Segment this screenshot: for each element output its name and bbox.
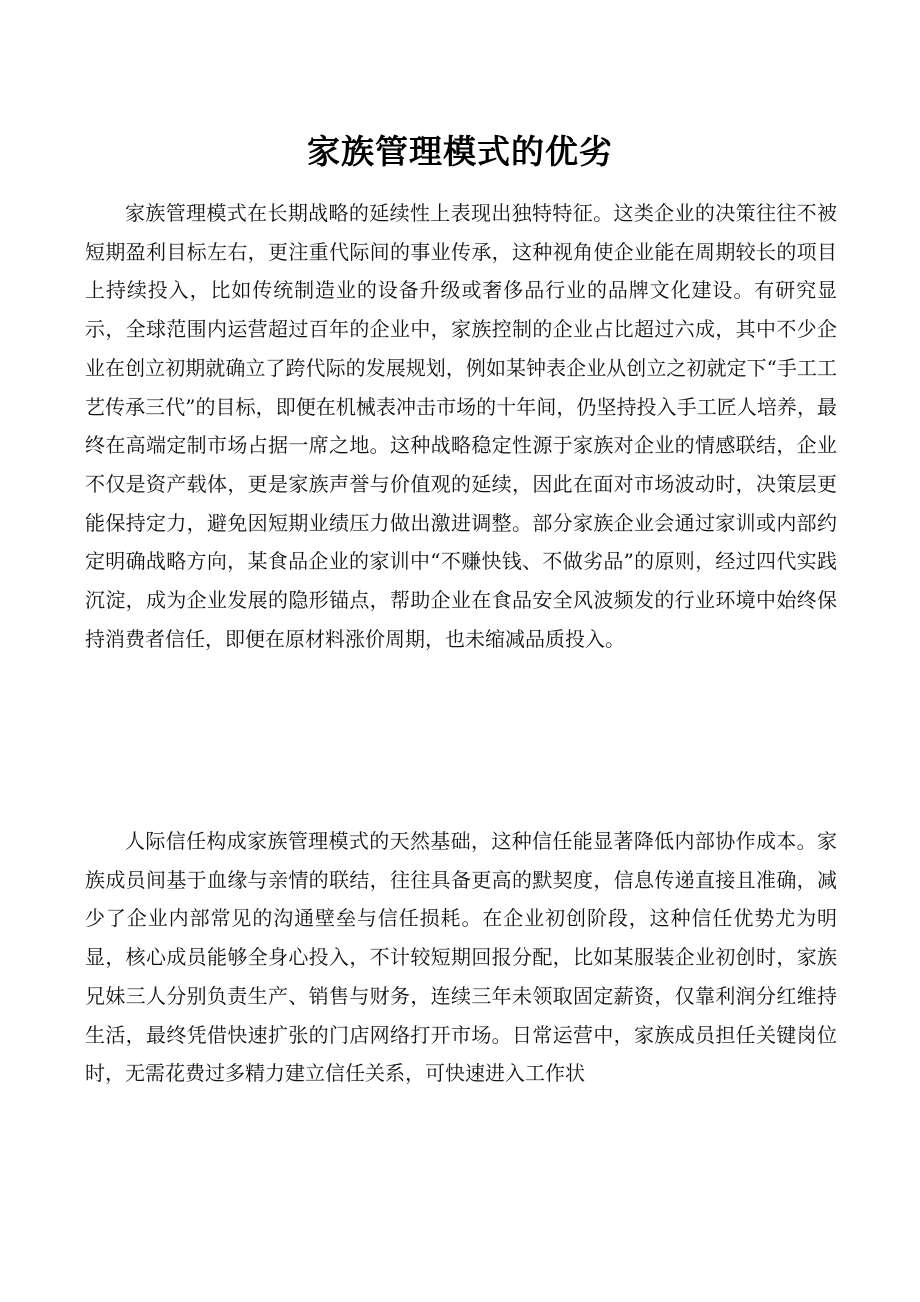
body-paragraph-1: 家族管理模式在长期战略的延续性上表现出独特特征。这类企业的决策往往不被短期盈利目标左右，更注重代际间的事业传承，这种视角使企业能在周期较长的项目上持续投入，比如传统制造业的设备升级或奢侈品行业的品牌文化建设。有研究显示，全球范围内运营超过百年的企业中，家族控制的企业占比超过六成，其中不少企业在创立初期就确立了跨代际的发展规划，例如某钟表企业从创立之初就定下“手工工艺传承三代”的目标，即便在机械表冲击市场的十年间，仍坚持投入手工匠人培养，最终在高端定制市场占据一席之地。这种战略稳定性源于家族对企业的情感联结，企业不仅是资产载体，更是家族声誉与价值观的延续，因此在面对市场波动时，决策层更能保持定力，避免因短期业绩压力做出激进调整。部分家族企业会通过家训或内部约定明确战略方向，某食品企业的家训中“不赚快钱、不做劣品”的原则，经过四代实践沉淀，成为企业发展的隐形锚点，帮助企业在食品安全风波频发的行业环境中始终保持消费者信任，即便在原材料涨价周期，也未缩减品质投入。 xyxy=(85,201,837,651)
document-title: 家族管理模式的优劣 xyxy=(307,132,613,171)
body-paragraph-2: 人际信任构成家族管理模式的天然基础，这种信任能显著降低内部协作成本。家族成员间基于血缘与亲情的联结，往往具备更高的默契度，信息传递直接且准确，减少了企业内部常见的沟通壁垒与信任损耗。在企业初创阶段，这种信任优势尤为明显，核心成员能够全身心投入，不计较短期回报分配，比如某服装企业初创时，家族兄妹三人分别负责生产、销售与财务，连续三年未领取固定薪资，仅靠利润分红维持生活，最终凭借快速扩张的门店网络打开市场。日常运营中，家族成员担任关键岗位时，无需花费过多精力建立信任关系，可快速进入工作状 xyxy=(85,829,837,1086)
